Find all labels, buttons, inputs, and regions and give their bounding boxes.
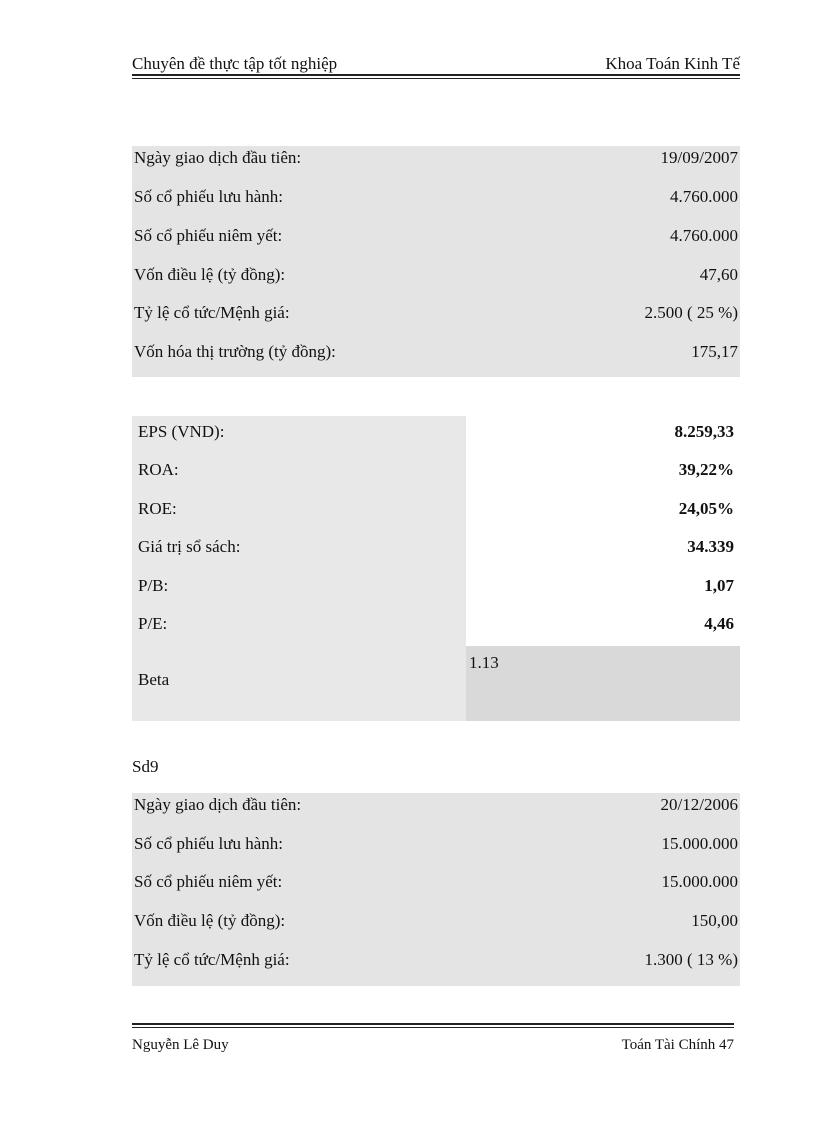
beta-value: 1.13 — [469, 653, 499, 672]
ratio-label: P/B: — [138, 576, 169, 595]
ratio-value: 1,07 — [704, 576, 734, 595]
financial-ratios-table — [132, 416, 740, 721]
info-row — [132, 793, 740, 831]
ratio-label: Giá trị sổ sách: — [138, 537, 241, 556]
info-value: 4.760.000 — [670, 226, 738, 245]
header-rule-thin — [132, 78, 740, 79]
info-row — [132, 224, 740, 262]
info-row — [132, 832, 740, 870]
ratio-row — [132, 570, 740, 608]
info-value: 19/09/2007 — [660, 148, 738, 167]
info-label: Ngày giao dịch đầu tiên: — [134, 148, 302, 167]
beta-label: Beta — [138, 670, 170, 689]
page-footer — [132, 1023, 734, 1063]
info-label: Vốn hóa thị trường (tỷ đồng): — [134, 342, 336, 361]
ratio-value: 34.339 — [687, 537, 734, 556]
info-value: 150,00 — [691, 911, 738, 930]
ratio-row — [132, 454, 740, 492]
info-label: Số cổ phiếu niêm yết: — [134, 872, 283, 891]
ratio-row — [132, 608, 740, 646]
info-value: 20/12/2006 — [660, 795, 738, 814]
footer-author: Nguyễn Lê Duy — [132, 1037, 229, 1053]
info-label: Tỷ lệ cổ tức/Mệnh giá: — [134, 950, 290, 969]
ratio-label: ROE: — [138, 499, 177, 518]
info-value: 175,17 — [691, 342, 738, 361]
ratio-value: 39,22% — [678, 460, 734, 479]
info-value: 4.760.000 — [670, 187, 738, 206]
info-label: Ngày giao dịch đầu tiên: — [134, 795, 302, 814]
info-value: 47,60 — [699, 265, 738, 284]
stock2-info-panel — [132, 793, 740, 986]
ratio-label: P/E: — [138, 614, 168, 633]
info-row — [132, 340, 740, 378]
info-value: 2.500 ( 25 %) — [644, 303, 738, 322]
ratio-row — [132, 416, 740, 454]
stock1-info-panel — [132, 146, 740, 377]
info-row — [132, 948, 740, 986]
footer-rule-thin — [132, 1027, 734, 1028]
header-right-title: Khoa Toán Kinh Tế — [605, 54, 740, 73]
ratio-value: 8.259,33 — [674, 422, 734, 441]
page-header — [132, 54, 740, 76]
info-label: Số cổ phiếu lưu hành: — [134, 834, 283, 853]
info-value: 1.300 ( 13 %) — [644, 950, 738, 969]
info-label: Vốn điều lệ (tỷ đồng): — [134, 911, 286, 930]
info-row — [132, 870, 740, 908]
ratio-row — [132, 531, 740, 569]
footer-page-info: Toán Tài Chính 47 — [621, 1037, 734, 1053]
beta-value-cell — [466, 646, 740, 721]
footer-rule — [132, 1023, 734, 1025]
info-row — [132, 146, 740, 184]
info-row — [132, 263, 740, 301]
ratio-label: ROA: — [138, 460, 179, 479]
header-left-title: Chuyên đề thực tập tốt nghiệp — [132, 54, 338, 73]
header-rule — [132, 74, 740, 76]
info-row — [132, 185, 740, 223]
info-label: Vốn điều lệ (tỷ đồng): — [134, 265, 286, 284]
ratio-value: 4,46 — [704, 614, 734, 633]
info-label: Tỷ lệ cổ tức/Mệnh giá: — [134, 303, 290, 322]
info-row — [132, 909, 740, 947]
info-label: Số cổ phiếu niêm yết: — [134, 226, 283, 245]
info-row — [132, 301, 740, 339]
ratio-label: EPS (VND): — [138, 422, 225, 441]
info-value: 15.000.000 — [661, 872, 738, 891]
info-label: Số cổ phiếu lưu hành: — [134, 187, 283, 206]
ratio-row — [132, 493, 740, 531]
section-title: Sd9 — [132, 757, 159, 776]
info-value: 15.000.000 — [661, 834, 738, 853]
ratio-value: 24,05% — [678, 499, 734, 518]
